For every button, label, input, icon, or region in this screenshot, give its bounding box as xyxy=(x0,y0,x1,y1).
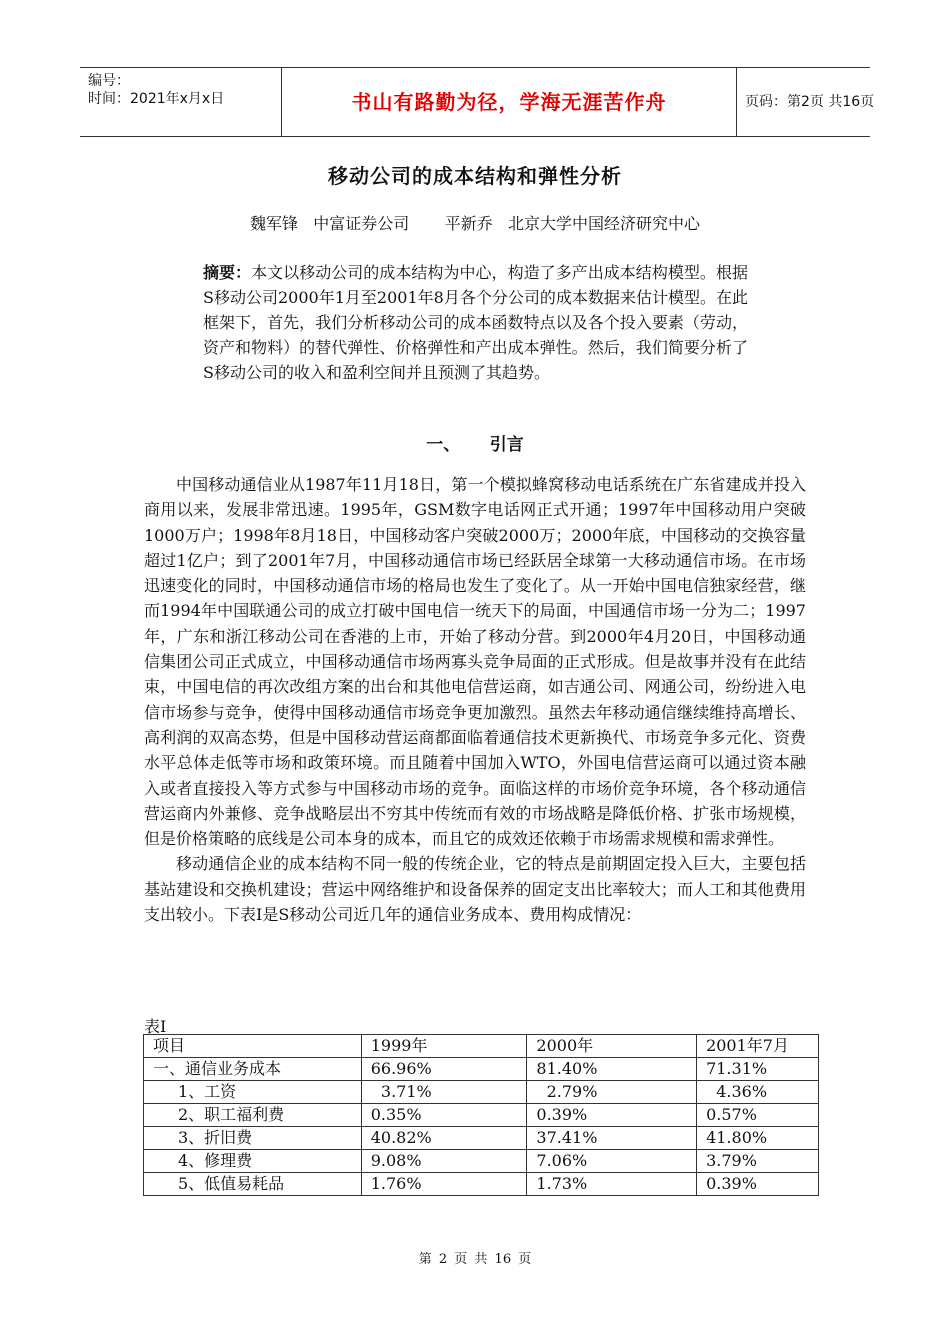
table-cell: 1、工资 xyxy=(144,1081,362,1104)
paragraph: 移动通信企业的成本结构不同一般的传统企业，它的特点是前期固定投入巨大，主要包括基站建设和交换机建设；营运中网络维护和设备保养的固定支出比率较大；而人工和其他费用支出较小。下表I是S移动公司近几年的通信业务成本、费用构成情况： xyxy=(144,854,806,925)
authors-line: 魏军锋 中富证券公司 平新乔 北京大学中国经济研究中心 xyxy=(249,214,701,233)
abstract-text: 本文以移动公司的成本结构为中心，构造了多产出成本结构模型。根据S移动公司2000年1月至2001年8月各个分公司的成本数据来估计模型。在此框架下，首先，我们分析移动公司的成本函数特点以及各个投入要素（劳动，资产和物料）的替代弹性、价格弹性和产出成本弹性。然后，我们简要分析了S移动公司的收入和盈利空间并且预测了其趋势。 xyxy=(203,263,748,382)
table-cell: 0.39% xyxy=(527,1104,697,1127)
table-cell: 0.39% xyxy=(697,1173,819,1196)
page-footer: 第 2 页 共 16 页 xyxy=(418,1252,532,1267)
table-header-cell: 2000年 xyxy=(527,1035,697,1058)
table-cell: 0.35% xyxy=(361,1104,527,1127)
cost-table xyxy=(143,1034,819,1196)
table-header-row xyxy=(144,1035,819,1058)
table-cell: 71.31% xyxy=(697,1058,819,1081)
table-row xyxy=(144,1104,819,1127)
table-cell: 0.57% xyxy=(697,1104,819,1127)
header-number-label: 编号： xyxy=(88,73,130,89)
table-cell: 2、职工福利费 xyxy=(144,1104,362,1127)
table-cell: 4.36% xyxy=(697,1081,819,1104)
page-header xyxy=(80,67,875,137)
table-cell: 2.79% xyxy=(527,1081,697,1104)
table-cell: 9.08% xyxy=(361,1150,527,1173)
table-row xyxy=(144,1150,819,1173)
table-cell: 1.76% xyxy=(361,1173,527,1196)
table-cell: 81.40% xyxy=(527,1058,697,1081)
abstract xyxy=(203,260,748,385)
document-title: 移动公司的成本结构和弹性分析 xyxy=(328,164,622,188)
table-cell: 66.96% xyxy=(361,1058,527,1081)
table-row xyxy=(144,1127,819,1150)
paragraph: 中国移动通信业从1987年11月18日，第一个模拟蜂窝移动电话系统在广东省建成并投入商用以来，发展非常迅速。1995年，GSM数字电话网正式开通；1997年中国移动用户突破1000万户；1998年8月18日，中国移动客户突破2000万；2000年底，中国移动的交换容量超过1亿户；到了2001年7月，中国移动通信市场已经跃居全球第一大移动通信市场。在市场迅速变化的同时，中国移动通信市场的格局也发生了变化了。从一开始中国电信独家经营，继而1994年中国联通公司的成立打破中国电信一统天下的局面，中国通信市场一分为二；1997年，广东和浙江移动公司在香港的上市，开始了移动分营。到2000年4月20日，中国移动通信集团公司正式成立，中国移动通信市场两寡头竞争局面的正式形成。但是故事并没有在此结束，中国电信的再次改组方案的出台和其他电信营运商，如吉通公司、网通公司，纷纷进入电信市场参与竞争，使得中国移动通信市场竞争更加激烈。虽然去年移动通信继续维持高增长、高利润的双高态势，但是中国移动营运商都面临着通信技术更新换代、市场竞争多元化、资费水平总体走低等市场和政策环境。而且随着中国加入WTO，外国电信营运商可以通过资本融入或者直接投入等方式参与中国移动市场的竞争。面临这样的市场价竞争环境，各个移动通信营运商内外兼修、竞争战略层出不穷其中传统而有效的市场战略是降低价格、扩张市场规模，但是价格策略的底线是公司本身的成本，而且它的成效还依赖于市场需求规模和需求弹性。 xyxy=(144,475,806,849)
header-meta xyxy=(80,68,282,136)
table-cell: 4、修理费 xyxy=(144,1150,362,1173)
table-header-cell: 2001年7月 xyxy=(697,1035,819,1058)
table-row xyxy=(144,1081,819,1104)
abstract-label: 摘要： xyxy=(203,263,252,282)
header-time-label: 时间：2021年x月x日 xyxy=(88,91,225,107)
table-cell: 5、低值易耗品 xyxy=(144,1173,362,1196)
table-cell: 37.41% xyxy=(527,1127,697,1150)
table-label: 表I xyxy=(144,1017,167,1036)
table-row xyxy=(144,1058,819,1081)
header-motto: 书山有路勤为径，学海无涯苦作舟 xyxy=(282,68,737,136)
section-heading: 一、 引言 xyxy=(426,435,524,455)
table-header-cell: 项目 xyxy=(144,1035,362,1058)
table-row xyxy=(144,1173,819,1196)
table-cell: 3.71% xyxy=(361,1081,527,1104)
body-text xyxy=(144,472,806,927)
table-cell: 一、通信业务成本 xyxy=(144,1058,362,1081)
table-cell: 7.06% xyxy=(527,1150,697,1173)
table-cell: 41.80% xyxy=(697,1127,819,1150)
table-cell: 3.79% xyxy=(697,1150,819,1173)
table-cell: 1.73% xyxy=(527,1173,697,1196)
table-header-cell: 1999年 xyxy=(361,1035,527,1058)
table-cell: 3、折旧费 xyxy=(144,1127,362,1150)
table-cell: 40.82% xyxy=(361,1127,527,1150)
header-page-info: 页码：第2页 共16页 xyxy=(745,94,875,110)
